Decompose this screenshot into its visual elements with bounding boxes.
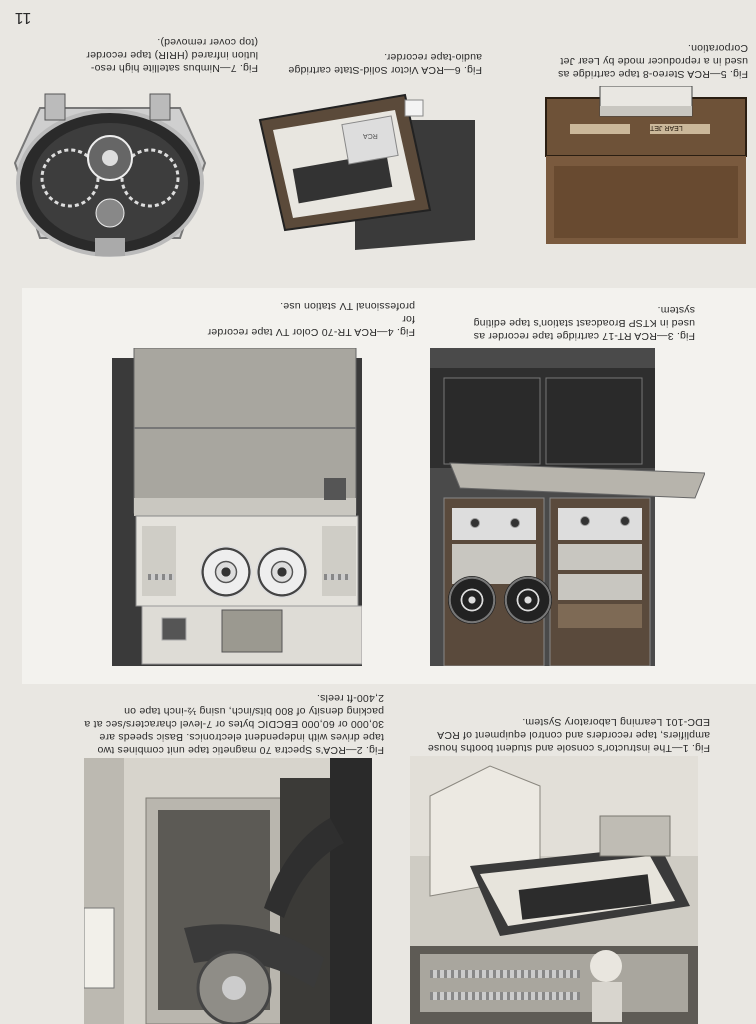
tape-reel-left (448, 576, 496, 624)
fig5-caption-line: Fig. 5—RCA Stereo-8 tape cartridge as (557, 68, 748, 80)
control-strip (324, 574, 350, 580)
fig6-caption-line: Fig. 6—RCA Victor Solid-State cartridge (288, 64, 482, 76)
fig2-caption-line: packing density of 800 bits/inch, using ½-inch tape on (123, 705, 384, 717)
fig4-caption-line: professional TV station use. (280, 300, 415, 312)
fig2-caption-line: 30,000 or 60,000 EBCDIC bytes or 7-level characters/sec at a (84, 718, 384, 730)
fig6-caption (272, 46, 482, 76)
fig3-caption (470, 298, 695, 342)
control-knob (510, 518, 520, 528)
page-number: 11 (14, 9, 32, 26)
control-knob (580, 516, 590, 526)
fig2-caption (84, 688, 384, 756)
fig3-caption-line: Fig. 3—RCA RT-17 cartridge tape recorder as (473, 330, 695, 342)
fig7-caption-line: lution infrared (HRIR) tape recorder (86, 49, 258, 61)
fig1-photo (410, 756, 698, 1024)
fig4-caption-line: Fig. 4—RCA TR-70 Color TV tape recorder for (207, 313, 415, 338)
fig5-caption-line: used in a reproducer mode by Lear Jet (560, 55, 748, 67)
fig3-photo (430, 348, 705, 666)
fig1-caption (410, 710, 710, 754)
satellite-recorder-image (10, 88, 210, 268)
fig1-caption-line: amplifiers, tape recorders and control equipment of RCA (436, 729, 710, 741)
student-booth-strip (430, 992, 580, 1000)
tape-reel-right (256, 546, 308, 598)
fig2-photo (84, 758, 372, 1024)
fig7-caption-line: (top cover removed). (157, 36, 258, 48)
fig5-caption-line: Corporation. (687, 42, 748, 54)
fig3-caption-line: used in KTSP Broadcast station's tape editing (473, 317, 695, 329)
control-knob (470, 518, 480, 528)
fig6-photo (255, 90, 485, 250)
tv-tape-recorder-image (112, 348, 362, 666)
student-booth-strip (430, 970, 580, 978)
tape-reel-left (200, 546, 252, 598)
fig6-device-label: RCA (363, 132, 378, 139)
fig2-caption-line: Fig. 2—RCA's Spectra 70 magnetic tape unit combines two (97, 744, 384, 756)
tape-reel-right (504, 576, 552, 624)
fig5-photo (540, 86, 752, 246)
control-knob (620, 516, 630, 526)
learning-lab-console-image (410, 756, 698, 1024)
fig7-caption (58, 30, 258, 74)
fig5-device-label: LEAR JET (650, 124, 683, 131)
fig2-caption-line: tape drives with independent electronics. Basic speeds are (99, 731, 384, 743)
fig3-caption-line: system. (657, 304, 695, 316)
fig7-photo (10, 88, 210, 268)
fig2-caption-line: 2,400-ft reels. (316, 692, 384, 704)
fig4-caption (200, 300, 415, 338)
cartridge-reproducer-image (540, 86, 752, 246)
control-strip (148, 574, 174, 580)
fig4-photo (112, 348, 362, 666)
magnetic-tape-unit-image (84, 758, 372, 1024)
fig6-caption-line: audio-tape recorder. (384, 51, 482, 63)
fig7-caption-line: Fig. 7—Nimbus satellite high reso- (90, 62, 258, 74)
audio-recorder-image (255, 90, 485, 250)
fig1-caption-line: EDC-101 Learning Laboratory System. (522, 716, 710, 728)
fig1-caption-line: Fig. 1—The instructor's console and student booths house (427, 742, 710, 754)
fig5-caption (540, 36, 748, 80)
